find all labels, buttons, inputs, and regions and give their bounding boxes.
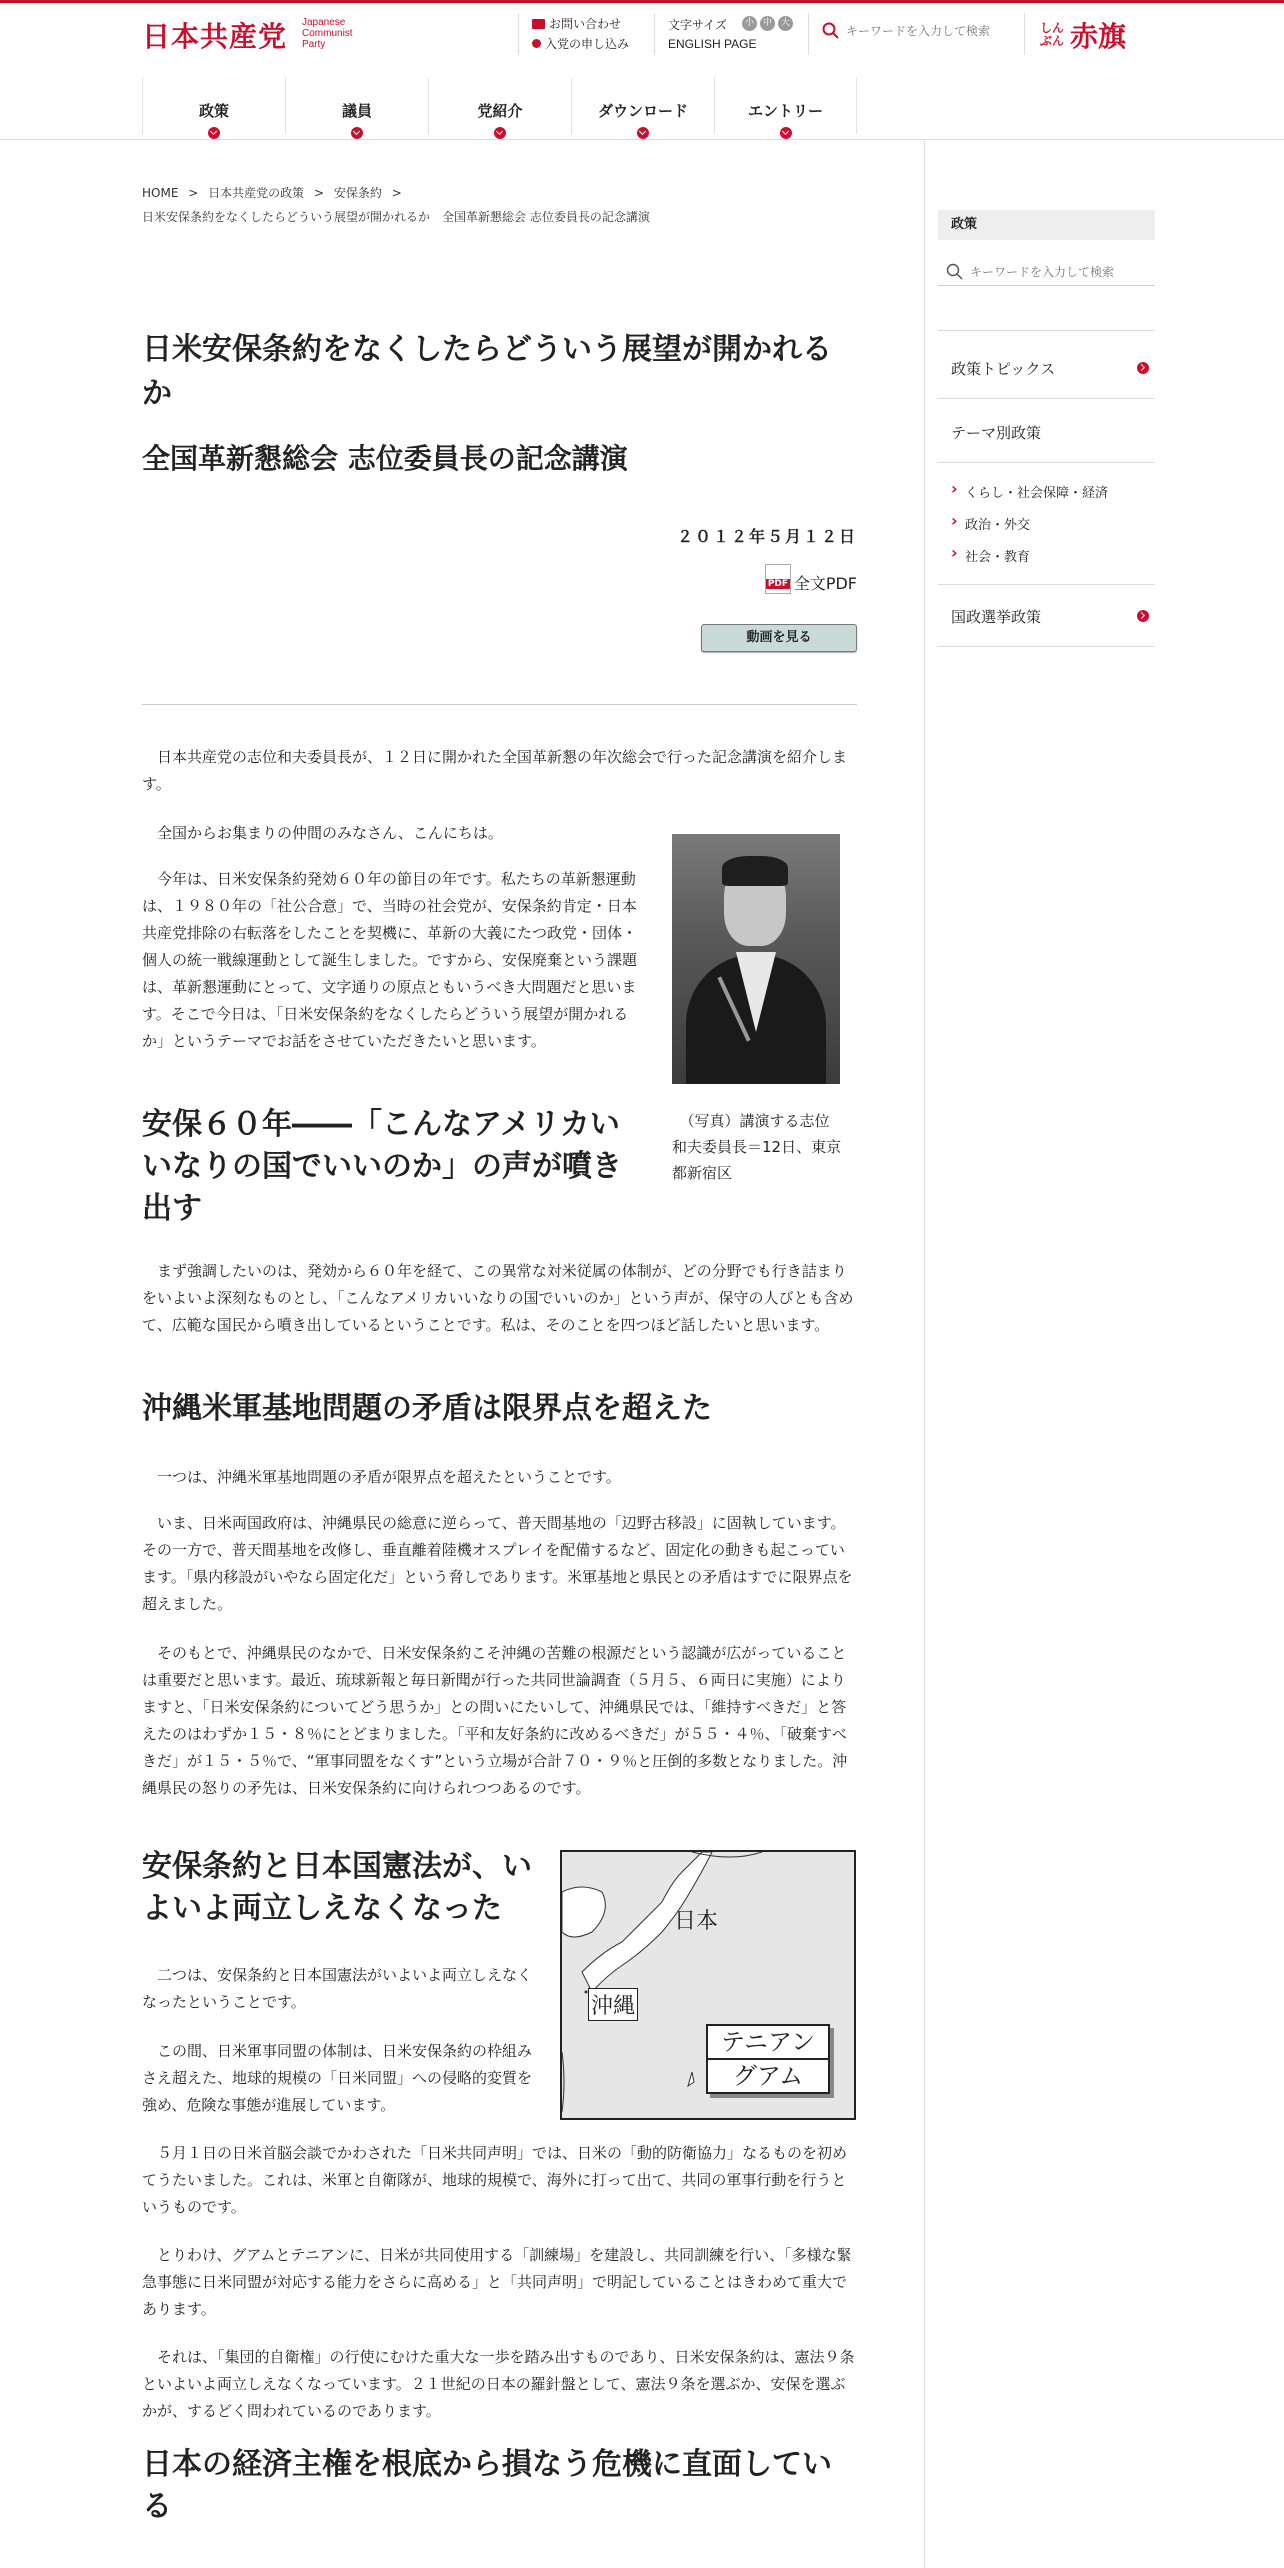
paragraph: まず強調したいのは、発効から６０年を経て、この異常な対米従属の体制が、どの分野でも行き詰まりをいよいよ深刻なものとし、「こんなアメリカいいなりの国でいいのか」という声が、保守の人びとも含めて、広範な国民から噴き出しているということです。私は、そのことを四つほど話したいと思います。 [142, 1262, 854, 1334]
join-label: 入党の申し込み [545, 37, 630, 51]
bullet-icon [532, 39, 541, 48]
page-subtitle: 全国革新懇総会 志位委員長の記念講演 [142, 442, 628, 475]
main-navigation [0, 68, 1284, 140]
sidebar-heading: 政策 [938, 210, 1155, 240]
section-heading: 安保６０年――「こんなアメリカいいなりの国でいいのか」の声が噴き出す [142, 1107, 622, 1226]
paragraph: この間、日米軍事同盟の体制は、日米安保条約の枠組みさえ超えた、地球的規模の「日米同盟」への侵略的変質を強め、危険な事態が進展しています。 [142, 2042, 533, 2114]
section-heading: 日本の経済主権を根底から損なう危機に直面している [142, 2447, 832, 2524]
search-icon[interactable] [822, 22, 840, 40]
sidebar-divider [938, 330, 1155, 331]
divider [142, 704, 857, 705]
site-header [0, 3, 1284, 61]
english-page-link[interactable]: ENGLISH PAGE [668, 37, 757, 51]
nav-label: 議員 [341, 102, 372, 120]
sidebar [924, 140, 1284, 2568]
paragraph: とりわけ、グアムとテニアンに、日米が共同使用する「訓練場」を建設し、共同訓練を行い、「多様な緊急事態に日米同盟が対応する能力をさらに高める」と「共同声明」で明記していることはきわめて重大であります。 [142, 2246, 852, 2318]
sidebar-subitem-politics[interactable]: › 政治・外交 [951, 514, 1030, 533]
chevron-down-icon [208, 127, 220, 139]
nav-label: ダウンロード [597, 102, 688, 120]
pdf-label: 全文PDF [793, 574, 857, 593]
map-label-box [706, 2024, 830, 2094]
breadcrumb-anpo[interactable]: 安保条約 [333, 186, 382, 200]
breadcrumb-current: 日米安保条約をなくしたらどういう展望が開かれるか 全国革新懇総会 志位委員長の記念講演 [142, 210, 650, 224]
font-size-label: 文字サイズ [668, 18, 728, 32]
mail-icon [532, 19, 545, 29]
sidebar-item-label: テーマ別政策 [951, 424, 1042, 442]
sidebar-search-input[interactable] [970, 265, 1150, 279]
breadcrumb-home[interactable]: HOME [142, 186, 179, 200]
header-divider [654, 13, 655, 55]
nav-item-entry[interactable] [714, 78, 857, 134]
chevron-down-icon [780, 127, 792, 139]
akahata-logo[interactable] [1040, 15, 1126, 55]
chevron-right-icon [1137, 610, 1149, 622]
paragraph: ５月１日の日米首脳会談でかわされた「日米共同声明」では、日米の「動的防衛協力」なるものを初めてうたいました。これは、米軍と自衛隊が、地球的規模で、海外に打って出て、共同の軍事行動を行うというものです。 [142, 2144, 848, 2216]
region-map [560, 1850, 856, 2120]
page-title: 日米安保条約をなくしたらどういう展望が開かれるか [142, 332, 832, 411]
header-search [822, 19, 1012, 43]
jcp-logo-english[interactable] [302, 17, 353, 50]
pdf-icon [765, 564, 791, 594]
chevron-down-icon [351, 127, 363, 139]
akahata-kana-line: しん [1040, 21, 1065, 35]
pdf-download-link[interactable] [765, 564, 857, 594]
join-link[interactable] [532, 35, 629, 52]
sidebar-subitem-living[interactable]: › くらし・社会保障・経済 [951, 482, 1108, 501]
speaker-photo [672, 834, 840, 1084]
akahata-kana-line: ぶん [1040, 34, 1065, 48]
paragraph: いま、日米両国政府は、沖縄県民の総意に逆らって、普天間基地の「辺野古移設」に固執しています。その一方で、普天間基地を改修し、垂直離着陸機オスプレイを配備するなど、固定化の動きも起こっています。「県内移設がいやなら固定化だ」という脅しであります。米軍基地と県民との矛盾はすでに限界点を超えました。 [142, 1514, 853, 1613]
font-size-medium-button[interactable]: 中 [760, 16, 775, 31]
sidebar-subitem-society[interactable]: › 社会・教育 [951, 546, 1030, 565]
header-divider [1024, 13, 1025, 55]
chevron-down-icon [637, 127, 649, 139]
map-label-guam: グアム [708, 2058, 828, 2092]
paragraph: それは、「集団的自衛権」の行使にむけた重大な一歩を踏み出すものであり、日米安保条約は、憲法９条といよいよ両立しえなくなっています。２１世紀の日本の羅針盤として、憲法９条を選ぶか、安保を選ぶかが、するどく問われているのであります。 [142, 2348, 855, 2420]
section-heading: 沖縄米軍基地問題の矛盾は限界点を超えた [142, 1391, 712, 1426]
sidebar-item-theme[interactable] [938, 422, 1155, 443]
nav-label: エントリー [747, 102, 823, 120]
sidebar-item-label: 政策トピックス [951, 360, 1056, 378]
publish-date: ２０１２年５月１２日 [676, 527, 857, 546]
contact-label: お問い合わせ [549, 17, 622, 31]
contact-link[interactable] [532, 15, 621, 32]
font-size-small-button[interactable]: 小 [742, 16, 757, 31]
logo-en-line: Japanese [302, 17, 346, 28]
map-label-okinawa: 沖縄 [588, 1988, 638, 2021]
paragraph: そのもとで、沖縄県民のなかで、日米安保条約こそ沖縄の苦難の根源だという認識が広がっていることは重要だと思います。最近、琉球新報と毎日新聞が行った共同世論調査（５月５、６両日に実施）によりますと、「日米安保条約についてどう思うか」との問いにたいして、沖縄県民では、「維持すべきだ」と答えたのはわずか１５・８％にとどまりました。「平和友好条約に改めるべきだ」が５５・４％、「破棄すべきだ」が１５・５％で、“軍事同盟をなくす”という立場が合計７０・９％と圧倒的多数となりました。沖縄県民の怒りの矛先は、日米安保条約に向けられつつあるのです。 [142, 1644, 848, 1797]
map-label-tinian: テニアン [720, 2028, 816, 2056]
header-divider [808, 13, 809, 55]
nav-item-about[interactable] [428, 78, 571, 134]
breadcrumb-separator: > [313, 186, 325, 200]
nav-label: 政策 [198, 102, 229, 120]
nav-item-policy[interactable] [142, 78, 285, 134]
breadcrumb-separator: > [391, 186, 402, 200]
header-divider [518, 13, 519, 55]
search-icon[interactable] [946, 263, 964, 281]
chevron-right-icon [1137, 362, 1149, 374]
breadcrumb [142, 184, 408, 203]
sidebar-item-election[interactable] [938, 606, 1155, 627]
paragraph: 全国からお集まりの仲間のみなさん、こんにちは。 [157, 824, 503, 842]
sidebar-item-topics[interactable] [938, 358, 1155, 379]
nav-item-download[interactable] [571, 78, 714, 134]
section-heading: 安保条約と日本国憲法が、いよいよ両立しえなくなった [142, 1849, 532, 1926]
sidebar-divider [938, 398, 1155, 399]
sidebar-search [938, 258, 1155, 286]
paragraph: 今年は、日米安保条約発効６０年の節目の年です。私たちの革新懇運動は、１９８０年の「社公合意」で、当時の社会党が、安保条約肯定・日本共産党排除の右転落をしたことを契機に、革新の大義にたつ政党・団体・個人の統一戦線運動として誕生しました。ですから、安保廃棄という課題は、革新懇運動にとって、文字通りの原点ともいうべき大問題だと思います。そこで今日は、「日米安保条約をなくしたらどういう展望が開かれるか」というテーマでお話をさせていただきたいと思います。 [142, 870, 638, 1050]
sidebar-divider [938, 646, 1155, 647]
photo-caption: （写真）講演する志位和夫委員長＝12日、東京都新宿区 [672, 1112, 842, 1182]
font-size-large-button[interactable]: 大 [778, 16, 793, 31]
akahata-kana [1040, 22, 1064, 48]
paragraph: 日本共産党の志位和夫委員長が、１２日に開かれた全国革新懇の年次総会で行った記念講演を紹介します。 [142, 748, 848, 793]
nav-label: 党紹介 [477, 102, 523, 120]
nav-item-members[interactable] [285, 78, 428, 134]
map-label-japan: 日本 [674, 1909, 719, 1934]
header-search-input[interactable] [846, 24, 1012, 38]
watch-video-button[interactable]: 動画を見る [701, 624, 857, 652]
breadcrumb-policy[interactable]: 日本共産党の政策 [208, 186, 305, 200]
chevron-down-icon [494, 127, 506, 139]
paragraph: 一つは、沖縄米軍基地問題の矛盾が限界点を超えたということです。 [157, 1468, 621, 1486]
breadcrumb-separator: > [188, 186, 199, 200]
logo-en-line: Communist [302, 28, 353, 39]
logo-en-line: Party [302, 39, 326, 50]
sidebar-divider [938, 584, 1155, 585]
sidebar-item-label: 国政選挙政策 [951, 608, 1042, 626]
sidebar-divider [938, 462, 1155, 463]
akahata-title: 赤旗 [1070, 20, 1127, 53]
jcp-logo[interactable]: 日本共産党 [142, 20, 288, 53]
paragraph: 二つは、安保条約と日本国憲法がいよいよ両立しえなくなったということです。 [142, 1966, 533, 2011]
